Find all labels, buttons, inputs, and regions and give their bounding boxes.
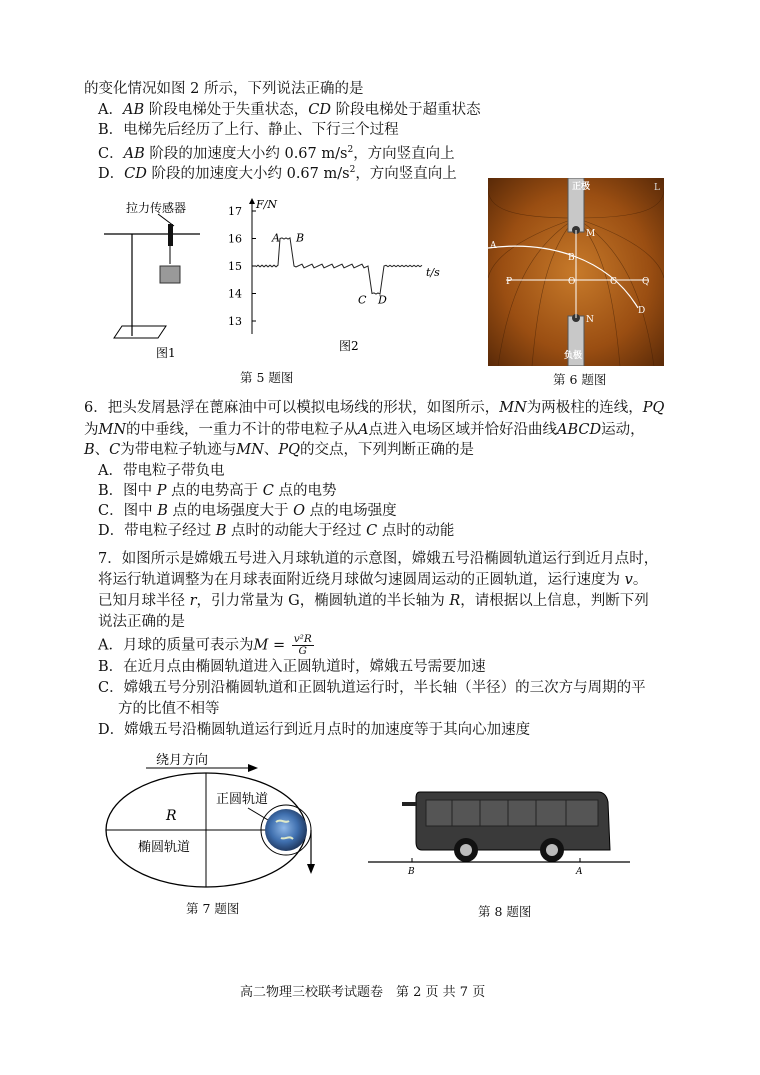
option-letter: D． (98, 165, 125, 182)
fig2-y-label: F/N (256, 198, 277, 211)
q5-option-b: B．电梯先后经历了上行、静止、下行三个过程 (98, 122, 399, 138)
q6-stem-line: B、C为带电粒子轨迹与MN、PQ的交点，下列判断正确的是 (84, 442, 474, 458)
circle-orbit-label: 正圆轨道 (216, 792, 269, 807)
option-letter: D． (98, 722, 125, 738)
q6-stem-line: 6．把头发屑悬浮在蓖麻油中可以模拟电场线的形状，如图所示，MN为两极柱的连线，PQ (84, 400, 665, 416)
option-letter: A． (98, 463, 123, 479)
q6-option-c: C．图中 B 点的电场强度大于 O 点的电场强度 (98, 503, 397, 519)
fig1-caption: 图1 (156, 346, 176, 360)
q8-caption: 第 8 题图 (478, 904, 532, 919)
q7-option-line: 方的比值不相等 (118, 701, 220, 717)
q7-option-line: B．在近月点由椭圆轨道进入正圆轨道时，嫦娥五号需要加速 (98, 659, 486, 675)
option-letter: D． (98, 523, 125, 539)
q5-figure-2 (222, 196, 472, 356)
ellipse-orbit-label: 椭圆轨道 (138, 840, 191, 855)
q8-bus-figure (368, 780, 630, 880)
option-letter: A． (98, 102, 123, 118)
point-label-c: C (358, 293, 367, 307)
formula-numerator: v²R (293, 633, 312, 645)
q7-orbit-diagram (98, 748, 338, 918)
point-a: A (576, 867, 583, 877)
negative-pole: 负极 (564, 351, 583, 361)
svg-text:M: M (586, 229, 596, 239)
svg-text:D: D (638, 306, 646, 316)
q6-option-d: D．带电粒子经过 B 点时的动能大于经过 C 点时的动能 (98, 523, 455, 539)
y-tick-label: 14 (228, 287, 242, 301)
q5-caption: 第 5 题图 (240, 370, 294, 385)
q7-stem-line: 7．如图所示是嫦娥五号进入月球轨道的示意图，嫦娥五号沿椭圆轨道运行到近月点时， (98, 551, 659, 567)
formula-denominator: G (298, 645, 307, 657)
q5-intro: 的变化情况如图 2 所示，下列说法正确的是 (84, 81, 364, 97)
q6-option-b: B．图中 P 点的电势高于 C 点的电势 (98, 483, 337, 499)
y-tick-label: 13 (228, 315, 242, 328)
q5-figure-1 (104, 198, 214, 363)
option-letter: C． (98, 503, 124, 519)
page-footer: 高二物理三校联考试题卷 第 2 页 共 7 页 (240, 985, 486, 1000)
point-label-d: D (378, 293, 387, 307)
orbit-R-label: R (166, 808, 177, 824)
q5-option-a: A．AB 阶段电梯处于失重状态，CD 阶段电梯处于超重状态 (98, 102, 481, 118)
svg-text:P: P (506, 277, 513, 287)
q7-stem-line: 已知月球半径 r，引力常量为 G，椭圆轨道的半长轴为 R，请根据以上信息，判断下列 (98, 593, 649, 609)
svg-text:O: O (568, 277, 576, 287)
q7-option-a: A．月球的质量可表示为M = $\frac{\text{v²R}}{G}$ (98, 633, 312, 657)
q6-caption: 第 6 题图 (553, 372, 607, 387)
fig2-x-label: t/s (426, 266, 440, 279)
svg-text:Q: Q (642, 277, 650, 287)
q7-caption: 第 7 题图 (186, 901, 240, 916)
q7-stem-line: 说法正确的是 (98, 614, 185, 630)
option-letter: B． (98, 122, 124, 138)
svg-text:N: N (586, 315, 594, 325)
moon-icon (265, 809, 307, 851)
svg-text:A: A (490, 241, 497, 251)
y-tick-label: 16 (228, 232, 242, 246)
q5-option-c: C．AB 阶段的加速度大小约 0.67 $m/s^2$，方向竖直向上 (98, 145, 455, 162)
option-letter: B． (98, 483, 124, 499)
q6-photo (488, 178, 664, 366)
fig2-point-labels (271, 232, 387, 307)
option-letter: B． (98, 659, 124, 675)
q7-option-line: C．嫦娥五号分别沿椭圆轨道和正圆轨道运行时，半长轴（半径）的三次方与周期的平 (98, 680, 646, 696)
point-label-a: A (272, 231, 280, 245)
point-label-b: B (296, 231, 305, 245)
sensor-label: 拉力传感器 (126, 201, 187, 215)
q7-stem-line: 将运行轨道调整为在月球表面附近绕月球做匀速圆周运动的正圆轨道，运行速度为 v。 (98, 572, 648, 588)
orbit-direction-label: 绕月方向 (156, 753, 209, 768)
q6-stem-line: 为MN的中垂线，一重力不计的带电粒子从A点进入电场区域并恰好沿曲线ABCD运动， (84, 422, 645, 438)
q5-option-d: D．CD 阶段的加速度大小约 0.67 $m/s^2$，方向竖直向上 (98, 165, 457, 182)
point-b: B (408, 867, 415, 877)
y-tick-label: 15 (228, 260, 242, 273)
fig2-caption: 图2 (339, 339, 359, 353)
force-trace (256, 238, 422, 294)
q7-option-line: D．嫦娥五号沿椭圆轨道运行到近月点时的加速度等于其向心加速度 (98, 722, 531, 738)
y-tick-label: 17 (228, 205, 242, 218)
positive-pole: 正极 (572, 182, 591, 192)
q6-option-a: A．带电粒子带负电 (98, 463, 225, 479)
svg-text:B: B (568, 253, 575, 263)
svg-text:L: L (654, 183, 660, 193)
option-letter: C． (98, 145, 124, 162)
option-letter: C． (98, 680, 124, 696)
svg-text:C: C (610, 277, 617, 287)
